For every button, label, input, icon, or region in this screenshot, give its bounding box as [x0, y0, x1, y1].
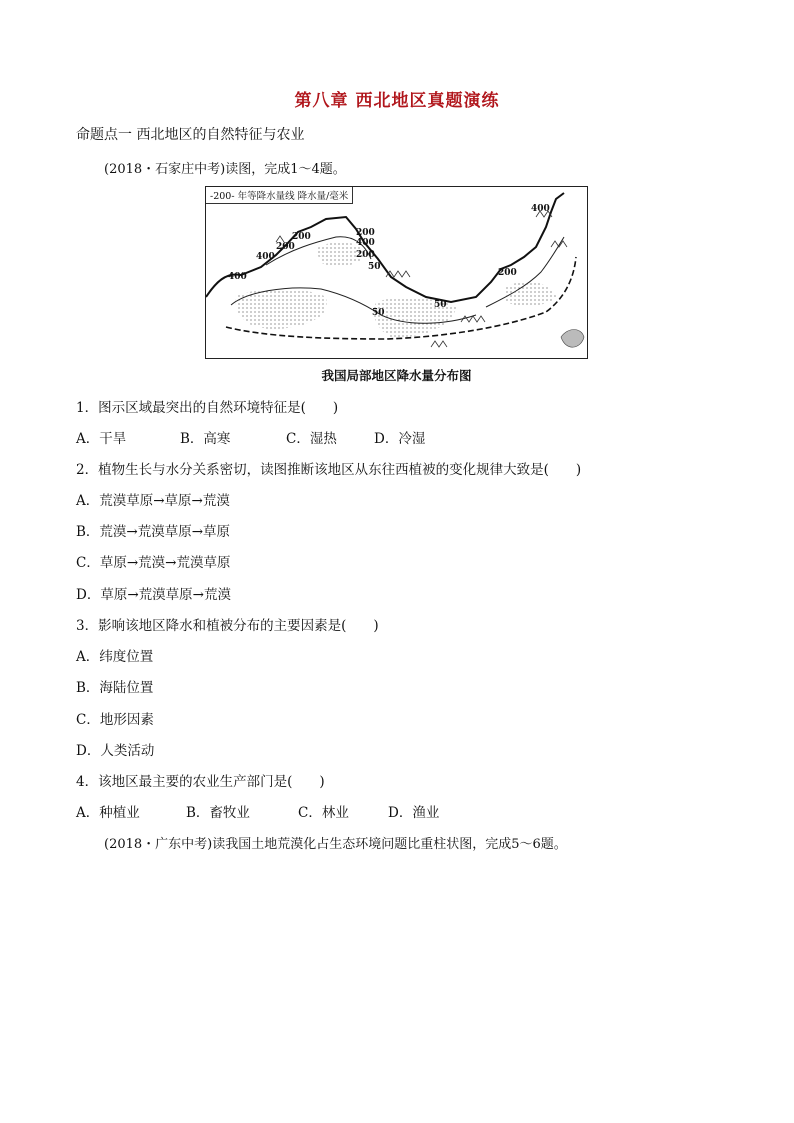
section-heading: 命题点一 西北地区的自然特征与农业 — [76, 127, 305, 143]
question-1-stem: 1．图示区域最突出的自然环境特征是( ) — [76, 400, 339, 416]
label-400-c: 400 — [356, 238, 375, 248]
label-200-c: 200 — [356, 250, 375, 260]
option[interactable]: C．地形因素 — [76, 712, 154, 728]
option[interactable]: C．湿热 — [286, 431, 337, 447]
option[interactable]: A．种植业 — [76, 805, 140, 821]
question-4-options — [76, 801, 439, 821]
question-2-stem: 2．植物生长与水分关系密切，读图推断该地区从东往西植被的变化规律大致是( ) — [76, 462, 582, 478]
option[interactable]: D．草原→荒漠草原→荒漠 — [76, 587, 231, 603]
option[interactable]: B．高寒 — [180, 431, 231, 447]
label-200-e: 200 — [498, 268, 517, 278]
label-400-ne: 400 — [531, 204, 550, 214]
option[interactable]: A．干旱 — [76, 431, 127, 447]
option[interactable]: D．渔业 — [388, 805, 440, 821]
label-200-b: 200 — [276, 242, 295, 252]
label-200-n: 200 — [356, 228, 375, 238]
desert-area-east — [506, 282, 556, 306]
label-50-e: 50 — [434, 300, 447, 310]
option[interactable]: D．冷湿 — [374, 431, 426, 447]
map-drawing — [206, 187, 588, 359]
option[interactable]: B．海陆位置 — [76, 680, 154, 696]
intro-text-2: (2018・广东中考)读我国土地荒漠化占生态环境问题比重柱状图，完成5～6题。 — [104, 837, 567, 852]
option[interactable]: C．草原→荒漠→荒漠草原 — [76, 555, 231, 571]
question-1-options — [76, 427, 425, 447]
label-400-w: 400 — [256, 252, 275, 262]
label-50-c: 50 — [368, 262, 381, 272]
precipitation-map — [205, 186, 588, 359]
option[interactable]: B．荒漠→荒漠草原→草原 — [76, 524, 231, 540]
question-3-stem: 3．影响该地区降水和植被分布的主要因素是( ) — [76, 618, 379, 634]
intro-text-1: (2018・石家庄中考)读图，完成1～4题。 — [104, 162, 346, 177]
label-400-far-w: 400 — [228, 272, 247, 282]
lake — [561, 330, 584, 348]
page-title: 第八章 西北地区真题演练 — [294, 91, 500, 111]
option[interactable]: A．荒漠草原→草原→荒漠 — [76, 493, 230, 509]
map-caption: 我国局部地区降水量分布图 — [321, 368, 472, 383]
label-50-s: 50 — [372, 308, 385, 318]
option[interactable]: B．畜牧业 — [186, 805, 250, 821]
option[interactable]: C．林业 — [298, 805, 349, 821]
question-4-stem: 4．该地区最主要的农业生产部门是( ) — [76, 774, 325, 790]
map-legend: -200- 年等降水量线 降水量/毫米 — [206, 187, 353, 204]
option[interactable]: D．人类活动 — [76, 743, 155, 759]
label-200-a: 200 — [292, 232, 311, 242]
option[interactable]: A．纬度位置 — [76, 649, 154, 665]
